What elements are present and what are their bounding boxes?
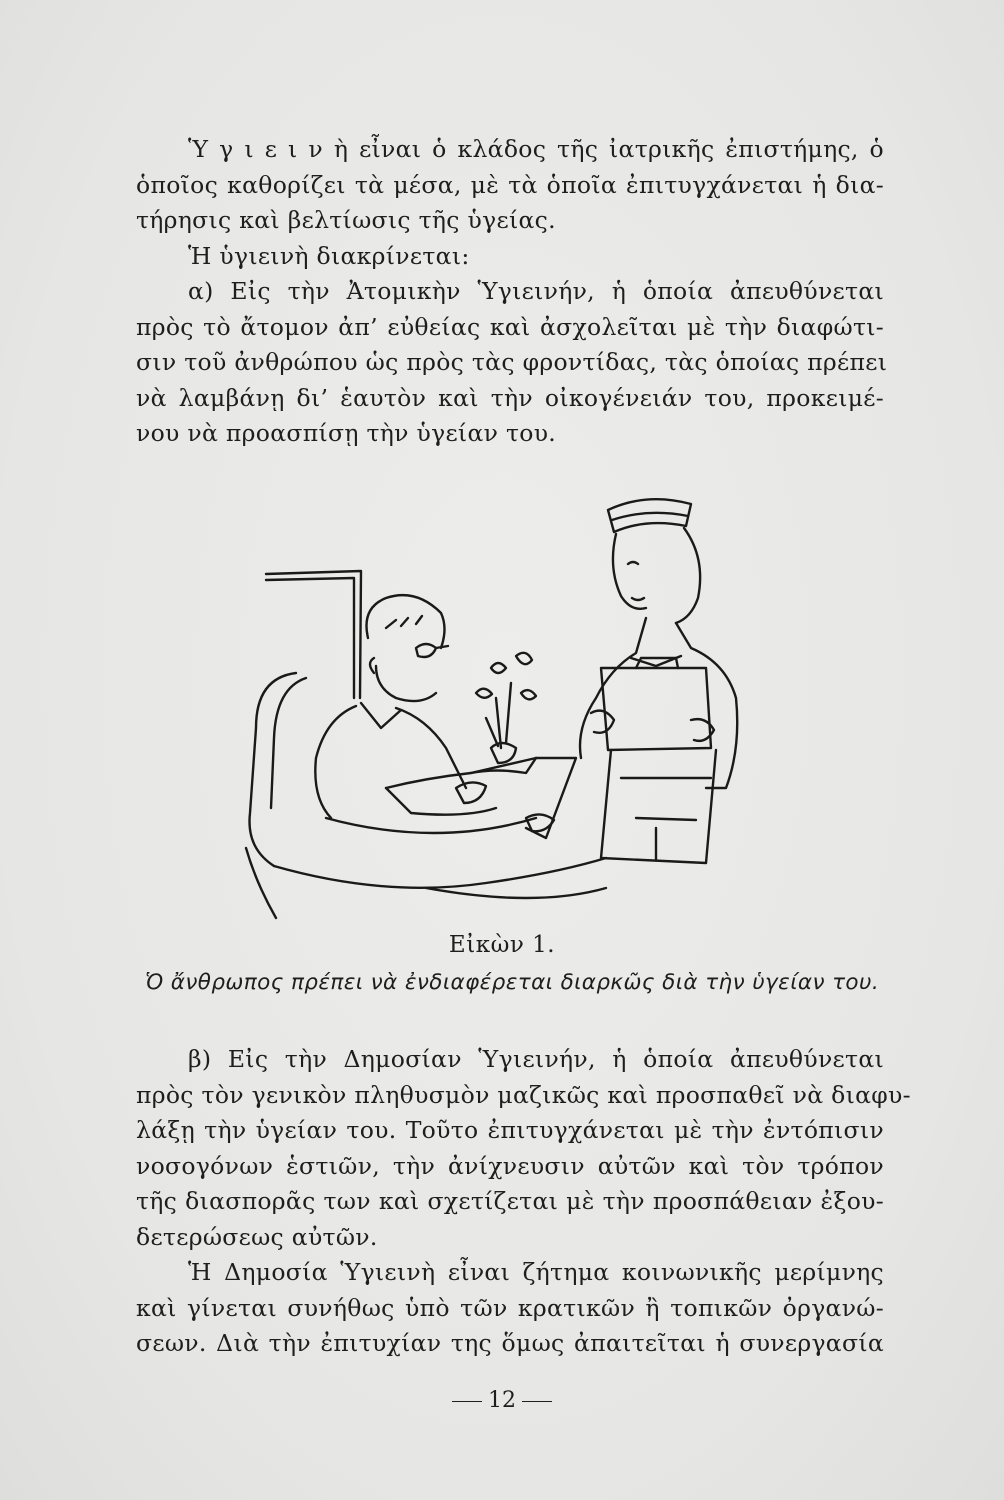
text-line: νου νὰ προασπίσῃ τὴν ὑγείαν του. <box>136 419 557 447</box>
text-line: καὶ γίνεται συνήθως ὑπὸ τῶν κρατικῶν ἢ τοπικῶν ὀργανώ- <box>136 1293 884 1322</box>
text-line: Ἡ Δημοσία Ὑγιεινὴ εἶναι ζήτημα κοινωνικῆς μερίμνης <box>188 1258 884 1286</box>
text-block-top <box>136 132 888 452</box>
text-line: λάξῃ τὴν ὑγείαν του. Τοῦτο ἐπιτυγχάνεται μὲ τὴν ἐντόπισιν <box>136 1116 884 1144</box>
text-line: νοσογόνων ἑστιῶν, τὴν ἀνίχνευσιν αὐτῶν καὶ τὸν τρόπον <box>136 1151 884 1180</box>
patient-nurse-drawing <box>236 488 776 933</box>
text-line: σεων. Διὰ τὴν ἐπιτυχίαν της ὅμως ἀπαιτεῖται ἡ συνεργασία <box>136 1329 884 1357</box>
dash-left <box>452 1401 482 1402</box>
figure-caption: Ὁ ἄνθρωπος πρέπει νὰ ἐνδιαφέρεται διαρκῶς διὰ τὴν ὑγείαν του. <box>144 970 880 995</box>
text-line: Ἡ ὑγιεινὴ διακρίνεται: <box>188 241 470 270</box>
text-line: πρὸς τὸν γενικὸν πληθυσμὸν μαζικῶς καὶ προσπαθεῖ νὰ διαφυ- <box>136 1080 911 1109</box>
text-line: α) Εἰς τὴν Ἀτομικὴν Ὑγιεινήν, ἡ ὁποία ἀπευθύνεται <box>188 277 884 305</box>
figure-label: Εἰκὼν 1. <box>448 932 556 958</box>
text-line: τήρησις καὶ βελτίωσις τῆς ὑγείας. <box>136 206 556 234</box>
text-line: β) Εἰς τὴν Δημοσίαν Ὑγιεινήν, ἡ ὁποία ἀπευθύνεται <box>188 1045 884 1073</box>
dash-right <box>522 1401 552 1402</box>
text-line: δετερώσεως αὐτῶν. <box>136 1222 378 1251</box>
text-line: σιν τοῦ ἀνθρώπου ὡς πρὸς τὰς φροντίδας, τὰς ὁποίας πρέπει <box>136 348 888 376</box>
text-line: πρὸς τὸ ἄτομον ἀπ’ εὐθείας καὶ ἀσχολεῖται μὲ τὴν διαφώτι- <box>136 312 884 341</box>
text-line: τῆς διασπορᾶς των καὶ σχετίζεται μὲ τὴν προσπάθειαν ἐξου- <box>136 1187 884 1215</box>
text-line: ὁποῖος καθορίζει τὰ μέσα, μὲ τὰ ὁποῖα ἐπιτυγχάνεται ἡ δια- <box>136 170 884 199</box>
text-line: Ὑ γ ι ε ι ν ὴ εἶναι ὁ κλάδος τῆς ἰατρικῆς ἐπιστήμης, ὁ <box>188 135 884 163</box>
page-number-value: 12 <box>488 1388 516 1413</box>
page-number <box>0 1388 1004 1413</box>
figure-illustration <box>236 488 776 933</box>
text-line: νὰ λαμβάνῃ δι’ ἑαυτὸν καὶ τὴν οἰκογένειάν του, προκειμέ- <box>136 383 884 412</box>
text-block-bottom <box>136 1042 911 1362</box>
